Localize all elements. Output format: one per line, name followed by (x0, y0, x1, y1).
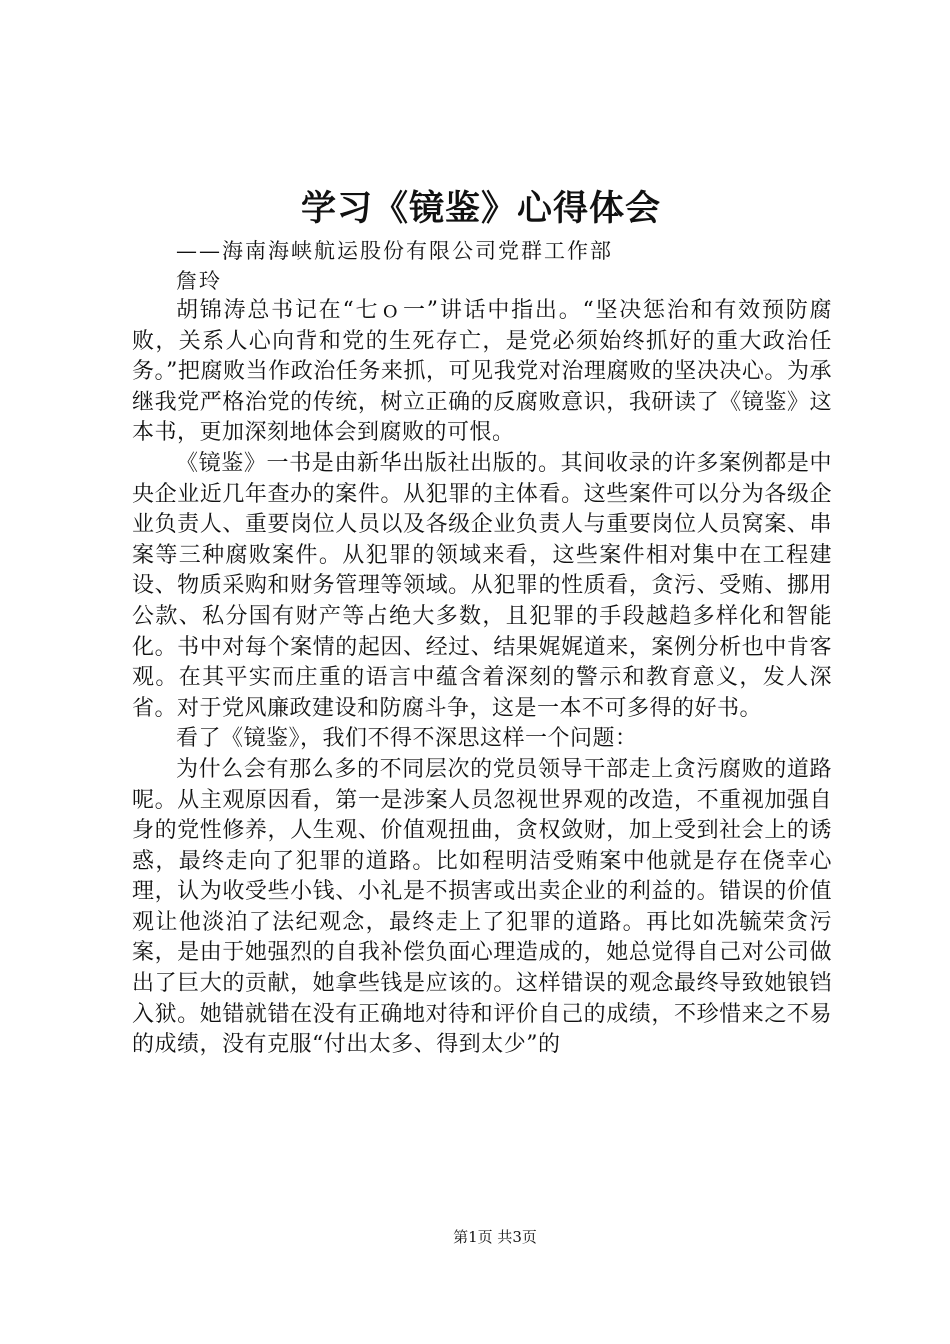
paragraph-3: 看了《镜鉴》，我们不得不深思这样一个问题： (176, 726, 638, 752)
paragraph-4: 为什么会有那么多的不同层次的党员领导干部走上贪污腐败的道路呢。从主观原因看，第一是涉案人员忽视世界观的改造，不重视加强自身的党性修养，人生观、价值观扭曲，贪权敛财，加上受到社会上的诱惑，最终走向了犯罪的道路。比如程明洁受贿案中他就是存在侥幸心理，认为收受些小钱、小礼是不损害或出卖企业的利益的。错误的价值观让他淡泊了法纪观念，最终走上了犯罪的道路。再比如冼毓荣贪污案，是由于她强烈的自我补偿负面心理造成的，她总觉得自己对公司做出了巨大的贡献，她拿些钱是应该的。这样错误的观念最终导致她锒铛入狱。她错就错在没有正确地对待和评价自己的成绩，不珍惜来之不易的成绩，没有克服“付出太多、得到太少”的 (132, 756, 832, 1058)
paragraph-1: 胡锦涛总书记在“七ｏ一”讲话中指出。“坚决惩治和有效预防腐败，关系人心向背和党的生死存亡，是党必须始终抓好的重大政治任务。”把腐败当作政治任务来抓，可见我党对治理腐败的坚决决心。为承继我党严格治党的传统，树立正确的反腐败意识，我研读了《镜鉴》这本书，更加深刻地体会到腐败的可恨。 (132, 298, 832, 446)
byline-author: 詹玲 (176, 269, 222, 293)
document-title: 学习《镜鉴》心得体会 (300, 188, 661, 229)
page-footer: 第1页 共3页 (453, 1228, 537, 1246)
document-body (132, 296, 832, 1061)
byline (176, 236, 736, 296)
byline-organization: ——海南海峡航运股份有限公司党群工作部 (176, 239, 613, 263)
paragraph-2: 《镜鉴》一书是由新华出版社出版的。其间收录的许多案例都是中央企业近几年查办的案件。从犯罪的主体看。这些案件可以分为各级企业负责人、重要岗位人员以及各级企业负责人与重要岗位人员窝案、串案等三种腐败案件。从犯罪的领域来看，这些案件相对集中在工程建设、物质采购和财务管理等领域。从犯罪的性质看，贪污、受贿、挪用公款、私分国有财产等占绝大多数，且犯罪的手段越趋多样化和智能化。书中对每个案情的起因、经过、结果娓娓道来，案例分析也中肯客观。在其平实而庄重的语言中蕴含着深刻的警示和教育意义，发人深省。对于党风廉政建设和防腐斗争，这是一本不可多得的好书。 (132, 450, 832, 721)
